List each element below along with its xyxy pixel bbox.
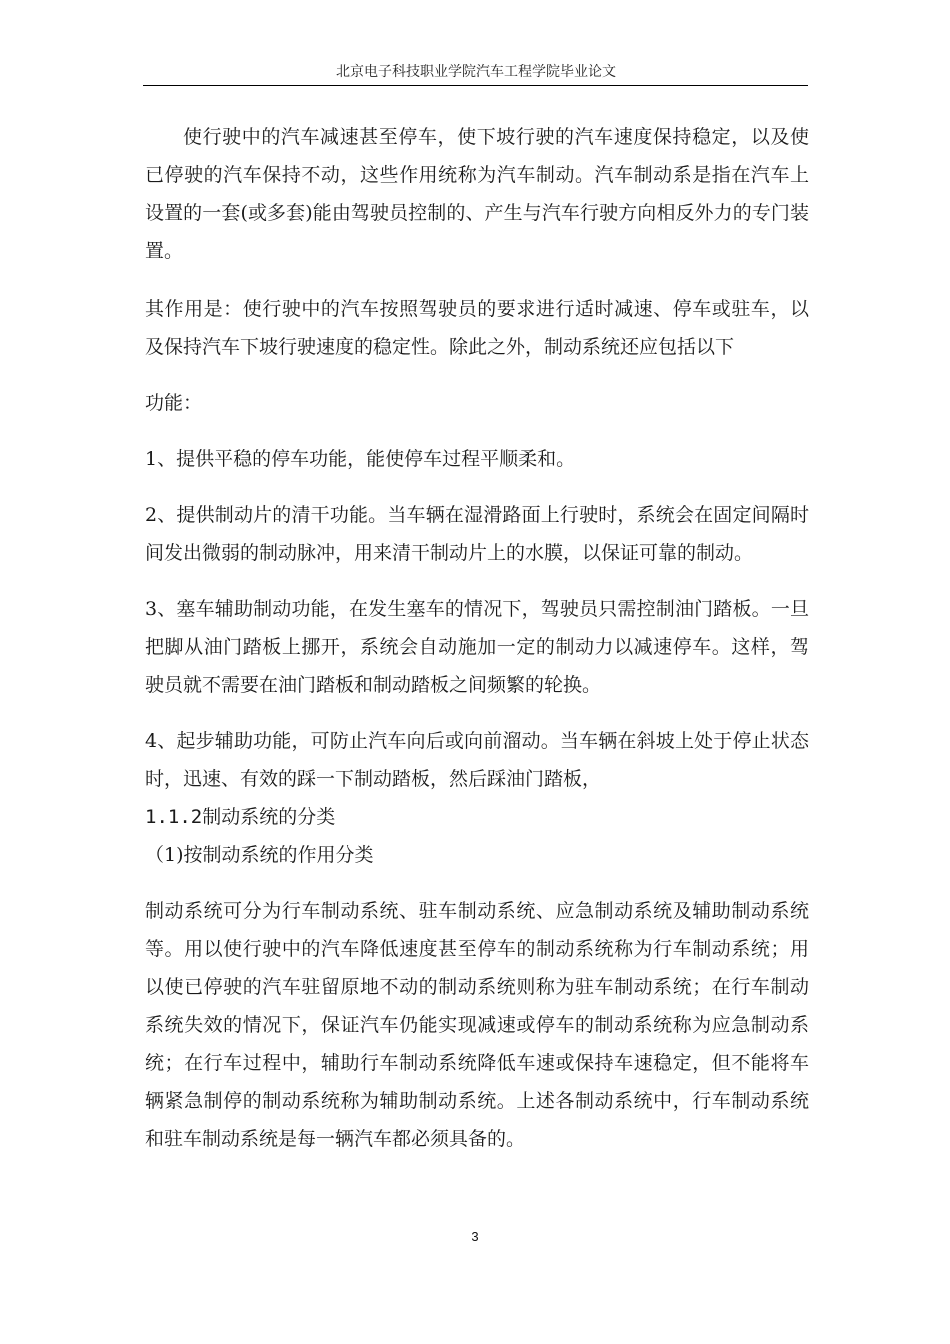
paragraph-definition: 使行驶中的汽车减速甚至停车，使下坡行驶的汽车速度保持稳定，以及使已停驶的汽车保持不动，这些作用统称为汽车制动。汽车制动系是指在汽车上设置的一套(或多套)能由驾驶员控制的、产生与汽车行驶方向相反外力的专门装置。 [145, 126, 809, 262]
list-item-1: 1、提供平稳的停车功能，能使停车过程平顺柔和。 [145, 448, 576, 470]
paragraph-function-label: 功能： [145, 392, 203, 414]
list-item-2: 2、提供制动片的清干功能。当车辆在湿滑路面上行驶时，系统会在固定间隔时间发出微弱的制动脉冲，用来清干制动片上的水膜，以保证可靠的制动。 [145, 504, 809, 564]
page-number: 3 [471, 1229, 479, 1244]
header-divider [143, 85, 808, 86]
list-item-3: 3、塞车辅助制动功能，在发生塞车的情况下，驾驶员只需控制油门踏板。一旦把脚从油门踏板上挪开，系统会自动施加一定的制动力以减速停车。这样，驾驶员就不需要在油门踏板和制动踏板之间频繁的轮换。 [145, 598, 809, 696]
paragraph-function-intro: 其作用是：使行驶中的汽车按照驾驶员的要求进行适时减速、停车或驻车，以及保持汽车下坡行驶速度的稳定性。除此之外，制动系统还应包括以下 [145, 298, 809, 358]
list-item-4: 4、起步辅助功能，可防止汽车向后或向前溜动。当车辆在斜坡上处于停止状态时，迅速、有效的踩一下制动踏板，然后踩油门踏板， [145, 730, 809, 790]
section-heading: 1.1.2制动系统的分类 [145, 806, 336, 828]
paragraph-classification: 制动系统可分为行车制动系统、驻车制动系统、应急制动系统及辅助制动系统等。用以使行驶中的汽车降低速度甚至停车的制动系统称为行车制动系统；用以使已停驶的汽车驻留原地不动的制动系统则称为驻车制动系统；在行车制动系统失效的情况下，保证汽车仍能实现减速或停车的制动系统称为应急制动系统；在行车过程中，辅助行车制动系统降低车速或保持车速稳定，但不能将车辆紧急制停的制动系统称为辅助制动系统。上述各制动系统中，行车制动系统和驻车制动系统是每一辆汽车都必须具备的。 [145, 900, 809, 1150]
running-header: 北京电子科技职业学院汽车工程学院毕业论文 [336, 64, 616, 80]
document-body [145, 118, 809, 1158]
subsection-heading: （1)按制动系统的作用分类 [145, 844, 374, 866]
